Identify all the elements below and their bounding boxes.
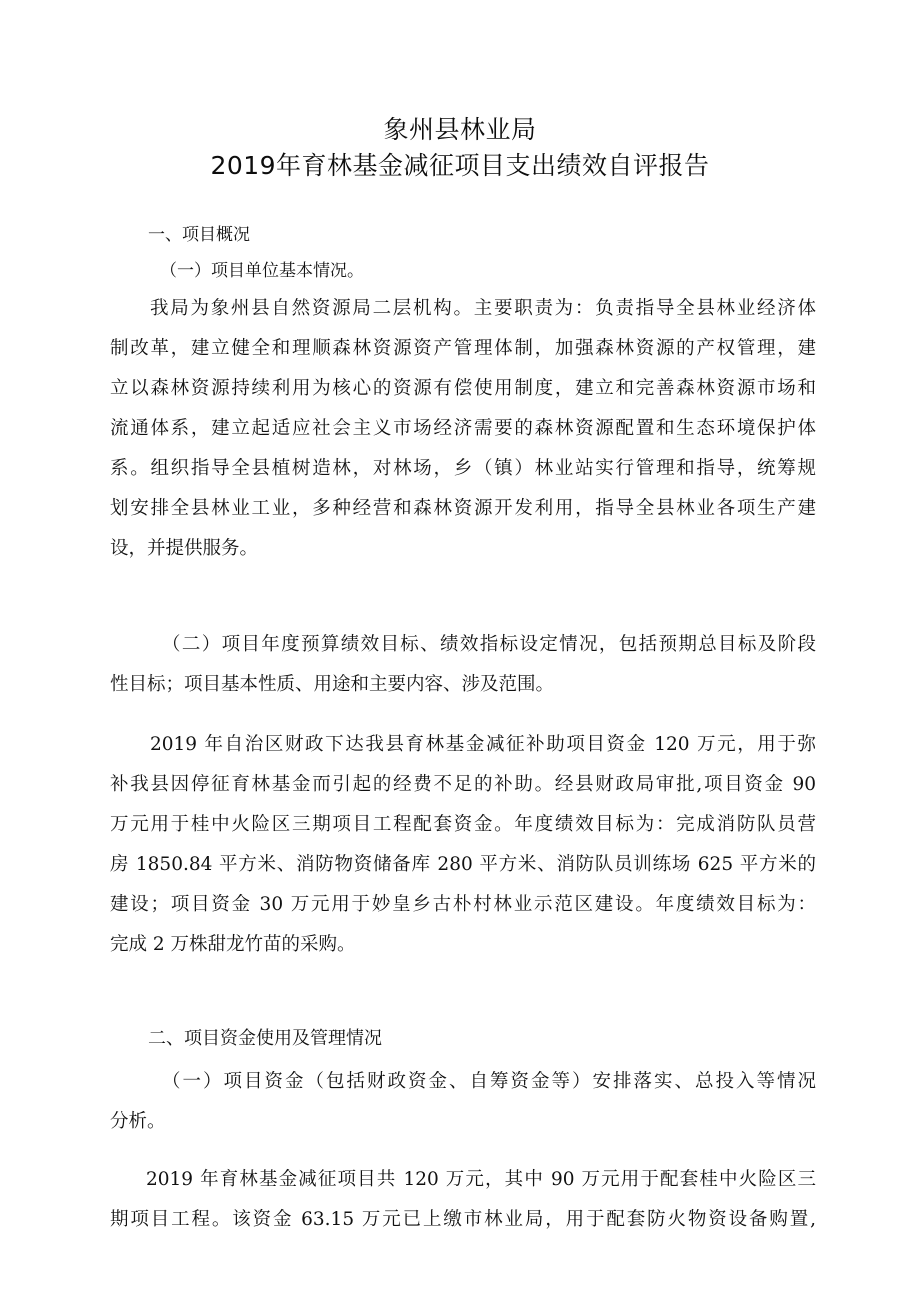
paragraph-line: 设，并提供服务。 — [110, 538, 259, 559]
paragraph-line: 2019 年自治区财政下达我县育林基金减征补助项目资金 120 万元，用于弥 — [150, 734, 816, 755]
paragraph-line: 补我县因停征育林基金而引起的经费不足的补助。经县财政局审批,项目资金 90 — [110, 774, 816, 795]
paragraph-line: 分析。 — [110, 1111, 166, 1132]
section2-heading: 二、项目资金使用及管理情况 — [148, 1028, 382, 1049]
section2-body-paragraph — [110, 1160, 816, 1240]
section1-sub2-body — [110, 725, 816, 965]
paragraph-line: 流通体系，建立起适应社会主义市场经济需要的森林资源配置和生态环境保护体 — [110, 418, 816, 439]
section1-sub2-paragraph — [110, 625, 816, 705]
paragraph-line: 划安排全县林业工业，多种经营和森林资源开发利用，指导全县林业各项生产建 — [110, 498, 816, 519]
paragraph-line: 期项目工程。该资金 63.15 万元已上缴市林业局，用于配套防火物资设备购置, — [110, 1209, 816, 1230]
paragraph-line: （一）项目资金（包括财政资金、自筹资金等）安排落实、总投入等情况 — [162, 1071, 816, 1092]
paragraph-line: 我局为象州县自然资源局二层机构。主要职责为：负责指导全县林业经济体 — [150, 298, 816, 319]
paragraph-line: 系。组织指导全县植树造林，对林场，乡（镇）林业站实行管理和指导，统筹规 — [110, 458, 816, 479]
paragraph-line: 房 1850.84 平方米、消防物资储备库 280 平方米、消防队员训练场 625 平方米的 — [110, 854, 816, 875]
section2-sub1-paragraph — [110, 1062, 816, 1142]
section1-sub1-heading: （一）项目单位基本情况。 — [160, 261, 364, 281]
paragraph-line: 万元用于桂中火险区三期项目工程配套资金。年度绩效目标为：完成消防队员营 — [110, 814, 816, 835]
paragraph-line: 2019 年育林基金减征项目共 120 万元，其中 90 万元用于配套桂中火险区三 — [146, 1169, 816, 1190]
paragraph-line: （二）项目年度预算绩效目标、绩效指标设定情况，包括预期总目标及阶段 — [162, 634, 816, 655]
document-title-line1: 象州县林业局 — [383, 115, 537, 144]
section1-heading: 一、项目概况 — [148, 225, 250, 245]
paragraph-line: 完成 2 万株甜龙竹苗的采购。 — [110, 934, 356, 955]
paragraph-line: 制改革，建立健全和理顺森林资源资产管理体制，加强森林资源的产权管理，建 — [110, 338, 816, 359]
paragraph-line: 建设；项目资金 30 万元用于妙皇乡古朴村林业示范区建设。年度绩效目标为： — [110, 894, 816, 915]
section1-sub1-paragraph — [110, 289, 816, 569]
paragraph-line: 立以森林资源持续利用为核心的资源有偿使用制度，建立和完善森林资源市场和 — [110, 378, 816, 399]
paragraph-line: 性目标；项目基本性质、用途和主要内容、涉及范围。 — [110, 674, 555, 695]
document-title-line2: 2019年育林基金减征项目支出绩效自评报告 — [210, 151, 710, 180]
